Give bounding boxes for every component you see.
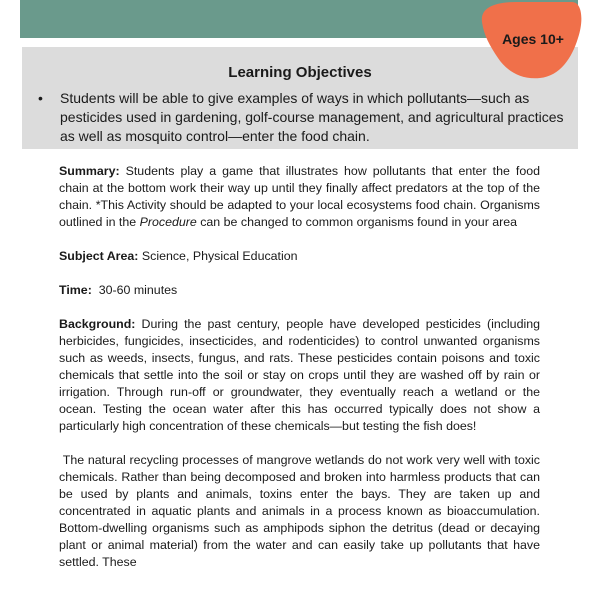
background-text: During the past century, people have developed pesticides (including herbicides, fungicides, insecticides, and rodenticides) to control unwanted organisms such as weeds, insects, fungus, and rats. These pesticides contain poisons and toxic chemicals that settle into the soil or stay on crops until they are washed off by rain or irrigation. Through run-off or groundwater, they eventually reach a wetland or the ocean. Testing the ocean water after this has occurred typically does not show a particularly high concentration of these chemicals—but testing the fish does!	[59, 317, 540, 433]
summary-text: Students play a game that illustrates how pollutants that enter the food chain at the bottom work their way up until they finally affect predators at the top of the chain. *This Activity should be adapted to your local ecosystems food chain. Organisms outlined in the	[59, 164, 540, 229]
subject-label: Subject Area:	[59, 249, 139, 263]
summary-paragraph	[59, 163, 540, 231]
time-text: 30-60 minutes	[91, 283, 178, 297]
background-paragraph	[59, 316, 540, 435]
objectives-title: Learning Objectives	[228, 64, 372, 81]
mangrove-text: The natural recycling processes of mangrove wetlands do not work very well with toxic chemicals. Rather than being decomposed and broken into harmless products that can be used by plants and animals, toxins enter the bays. They are taken up and concentrated in aquatic plants and animals in a process known as bioaccumulation. Bottom-dwelling organisms such as amphipods siphon the detritus (dead or decaying plant or animal material) from the water and can easily take up pollutants that have settled. These	[59, 453, 540, 569]
time-line	[59, 282, 540, 299]
objective-text: Students will be able to give examples of ways in which pollutants—such as pesticides used in gardening, golf-course management, and agricultural practices as well as mosquito control—enter the food chain.	[60, 90, 564, 144]
subject-text: Science, Physical Education	[138, 249, 298, 263]
bullet-icon: •	[38, 90, 43, 106]
summary-label: Summary:	[59, 164, 120, 178]
summary-text-end: can be changed to common organisms found in your area	[196, 215, 518, 229]
time-label: Time:	[59, 283, 92, 297]
procedure-italic: Procedure	[139, 215, 197, 229]
background-label: Background:	[59, 317, 136, 331]
ages-label: Ages 10+	[502, 31, 564, 47]
subject-area-line	[59, 248, 540, 265]
main-content	[59, 163, 540, 571]
mangrove-paragraph	[59, 452, 540, 571]
objective-bullet-item	[38, 89, 568, 146]
